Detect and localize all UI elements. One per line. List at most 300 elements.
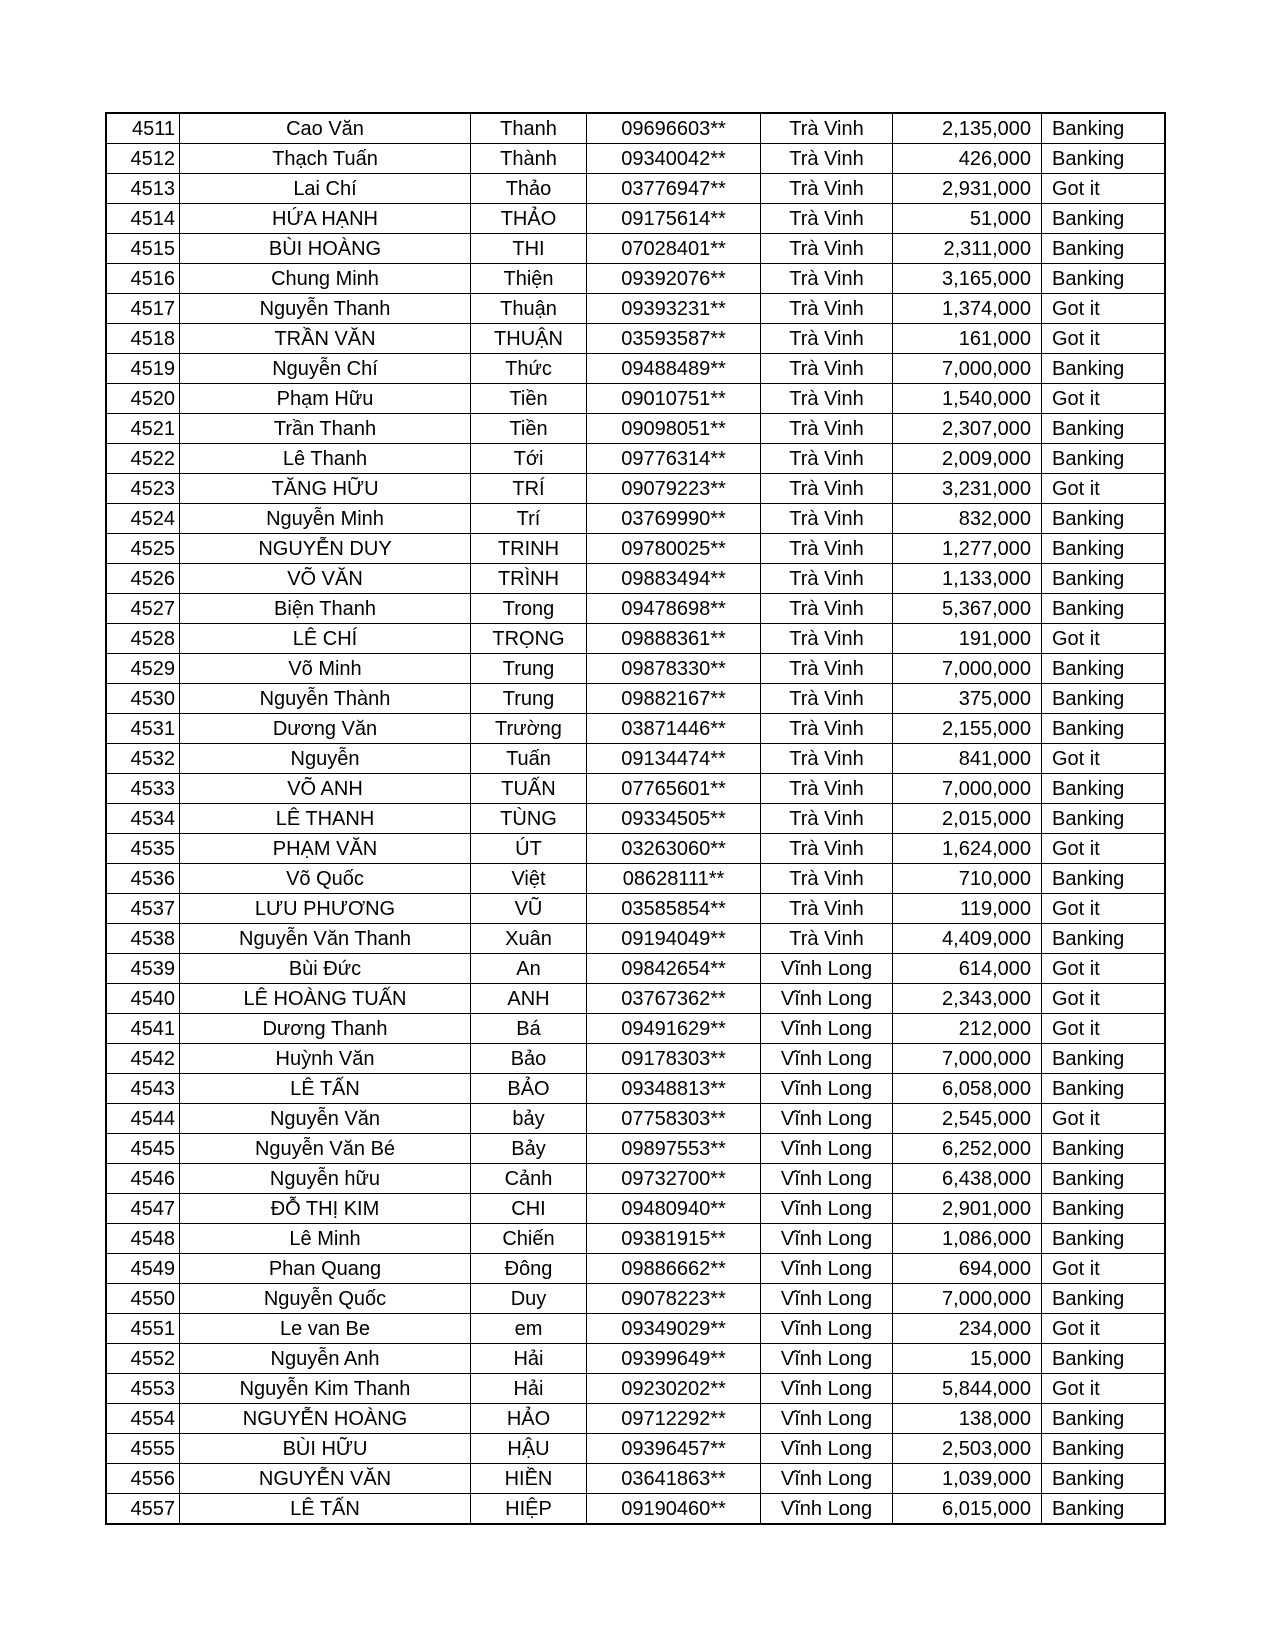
amount-cell: 832,000 xyxy=(893,504,1042,534)
phone-cell: 09878330** xyxy=(587,654,761,684)
row-number-cell: 4526 xyxy=(106,564,180,594)
surname-cell: Cao Văn xyxy=(180,113,471,144)
amount-cell: 4,409,000 xyxy=(893,924,1042,954)
amount-cell: 6,058,000 xyxy=(893,1074,1042,1104)
surname-cell: Nguyễn xyxy=(180,744,471,774)
row-number-cell: 4520 xyxy=(106,384,180,414)
surname-cell: Lai Chí xyxy=(180,174,471,204)
row-number-cell: 4535 xyxy=(106,834,180,864)
row-number-cell: 4537 xyxy=(106,894,180,924)
province-cell: Vĩnh Long xyxy=(761,1284,893,1314)
amount-cell: 5,367,000 xyxy=(893,594,1042,624)
amount-cell: 2,545,000 xyxy=(893,1104,1042,1134)
given-name-cell: Chiến xyxy=(471,1224,587,1254)
table-row xyxy=(106,1494,1165,1525)
surname-cell: Nguyễn Văn Thanh xyxy=(180,924,471,954)
amount-cell: 1,540,000 xyxy=(893,384,1042,414)
amount-cell: 2,009,000 xyxy=(893,444,1042,474)
table-row xyxy=(106,594,1165,624)
surname-cell: Lê Minh xyxy=(180,1224,471,1254)
surname-cell: Biện Thanh xyxy=(180,594,471,624)
amount-cell: 2,343,000 xyxy=(893,984,1042,1014)
table-row xyxy=(106,714,1165,744)
province-cell: Trà Vinh xyxy=(761,113,893,144)
province-cell: Vĩnh Long xyxy=(761,1434,893,1464)
surname-cell: VÕ VĂN xyxy=(180,564,471,594)
phone-cell: 09842654** xyxy=(587,954,761,984)
surname-cell: LÊ HOÀNG TUẤN xyxy=(180,984,471,1014)
phone-cell: 09488489** xyxy=(587,354,761,384)
province-cell: Trà Vinh xyxy=(761,564,893,594)
province-cell: Trà Vinh xyxy=(761,264,893,294)
amount-cell: 2,901,000 xyxy=(893,1194,1042,1224)
given-name-cell: TRÌNH xyxy=(471,564,587,594)
row-number-cell: 4551 xyxy=(106,1314,180,1344)
table-row xyxy=(106,834,1165,864)
phone-cell: 09190460** xyxy=(587,1494,761,1525)
surname-cell: Phan Quang xyxy=(180,1254,471,1284)
given-name-cell: HẬU xyxy=(471,1434,587,1464)
surname-cell: LƯU PHƯƠNG xyxy=(180,894,471,924)
amount-cell: 1,039,000 xyxy=(893,1464,1042,1494)
payment-method-cell: Got it xyxy=(1042,954,1166,984)
table-row xyxy=(106,384,1165,414)
given-name-cell: THI xyxy=(471,234,587,264)
payment-method-cell: Banking xyxy=(1042,414,1166,444)
province-cell: Trà Vinh xyxy=(761,714,893,744)
row-number-cell: 4543 xyxy=(106,1074,180,1104)
province-cell: Vĩnh Long xyxy=(761,1464,893,1494)
amount-cell: 161,000 xyxy=(893,324,1042,354)
phone-cell: 09478698** xyxy=(587,594,761,624)
surname-cell: LÊ THANH xyxy=(180,804,471,834)
row-number-cell: 4522 xyxy=(106,444,180,474)
row-number-cell: 4544 xyxy=(106,1104,180,1134)
table-row xyxy=(106,1194,1165,1224)
given-name-cell: Thuận xyxy=(471,294,587,324)
table-row xyxy=(106,204,1165,234)
province-cell: Trà Vinh xyxy=(761,384,893,414)
phone-cell: 07028401** xyxy=(587,234,761,264)
table-row xyxy=(106,1314,1165,1344)
surname-cell: TĂNG HỮU xyxy=(180,474,471,504)
phone-cell: 03641863** xyxy=(587,1464,761,1494)
payment-method-cell: Got it xyxy=(1042,324,1166,354)
province-cell: Trà Vinh xyxy=(761,504,893,534)
payment-method-cell: Got it xyxy=(1042,984,1166,1014)
amount-cell: 694,000 xyxy=(893,1254,1042,1284)
amount-cell: 2,311,000 xyxy=(893,234,1042,264)
phone-cell: 09480940** xyxy=(587,1194,761,1224)
payment-method-cell: Got it xyxy=(1042,1314,1166,1344)
row-number-cell: 4515 xyxy=(106,234,180,264)
table-row xyxy=(106,444,1165,474)
payment-method-cell: Banking xyxy=(1042,1344,1166,1374)
amount-cell: 1,277,000 xyxy=(893,534,1042,564)
table-row xyxy=(106,1074,1165,1104)
amount-cell: 2,931,000 xyxy=(893,174,1042,204)
row-number-cell: 4556 xyxy=(106,1464,180,1494)
surname-cell: ĐỖ THỊ KIM xyxy=(180,1194,471,1224)
amount-cell: 710,000 xyxy=(893,864,1042,894)
given-name-cell: VŨ xyxy=(471,894,587,924)
row-number-cell: 4517 xyxy=(106,294,180,324)
table-row xyxy=(106,804,1165,834)
table-row xyxy=(106,1224,1165,1254)
row-number-cell: 4521 xyxy=(106,414,180,444)
table-row xyxy=(106,1044,1165,1074)
amount-cell: 375,000 xyxy=(893,684,1042,714)
province-cell: Trà Vinh xyxy=(761,174,893,204)
row-number-cell: 4554 xyxy=(106,1404,180,1434)
given-name-cell: Tuấn xyxy=(471,744,587,774)
province-cell: Trà Vinh xyxy=(761,324,893,354)
given-name-cell: An xyxy=(471,954,587,984)
surname-cell: BÙI HOÀNG xyxy=(180,234,471,264)
given-name-cell: Bảo xyxy=(471,1044,587,1074)
amount-cell: 7,000,000 xyxy=(893,354,1042,384)
amount-cell: 2,135,000 xyxy=(893,113,1042,144)
given-name-cell: TRÍ xyxy=(471,474,587,504)
row-number-cell: 4550 xyxy=(106,1284,180,1314)
given-name-cell: TRINH xyxy=(471,534,587,564)
phone-cell: 09897553** xyxy=(587,1134,761,1164)
given-name-cell: Trung xyxy=(471,654,587,684)
province-cell: Trà Vinh xyxy=(761,684,893,714)
phone-cell: 03263060** xyxy=(587,834,761,864)
row-number-cell: 4532 xyxy=(106,744,180,774)
table-row xyxy=(106,113,1165,144)
amount-cell: 2,503,000 xyxy=(893,1434,1042,1464)
payment-method-cell: Banking xyxy=(1042,654,1166,684)
given-name-cell: HIỀN xyxy=(471,1464,587,1494)
phone-cell: 09780025** xyxy=(587,534,761,564)
surname-cell: NGUYỄN DUY xyxy=(180,534,471,564)
payment-method-cell: Banking xyxy=(1042,1194,1166,1224)
province-cell: Vĩnh Long xyxy=(761,1014,893,1044)
table-row xyxy=(106,894,1165,924)
row-number-cell: 4514 xyxy=(106,204,180,234)
table-row xyxy=(106,744,1165,774)
payment-method-cell: Banking xyxy=(1042,1134,1166,1164)
given-name-cell: Hải xyxy=(471,1374,587,1404)
table-row xyxy=(106,864,1165,894)
province-cell: Vĩnh Long xyxy=(761,1494,893,1525)
row-number-cell: 4531 xyxy=(106,714,180,744)
given-name-cell: Thiện xyxy=(471,264,587,294)
amount-cell: 2,015,000 xyxy=(893,804,1042,834)
surname-cell: Bùi Đức xyxy=(180,954,471,984)
surname-cell: Dương Thanh xyxy=(180,1014,471,1044)
phone-cell: 03871446** xyxy=(587,714,761,744)
province-cell: Trà Vinh xyxy=(761,924,893,954)
table-row xyxy=(106,1284,1165,1314)
province-cell: Trà Vinh xyxy=(761,234,893,264)
phone-cell: 09334505** xyxy=(587,804,761,834)
row-number-cell: 4519 xyxy=(106,354,180,384)
phone-cell: 09399649** xyxy=(587,1344,761,1374)
given-name-cell: HIỆP xyxy=(471,1494,587,1525)
province-cell: Trà Vinh xyxy=(761,294,893,324)
amount-cell: 7,000,000 xyxy=(893,1284,1042,1314)
row-number-cell: 4511 xyxy=(106,113,180,144)
row-number-cell: 4553 xyxy=(106,1374,180,1404)
amount-cell: 6,252,000 xyxy=(893,1134,1042,1164)
amount-cell: 1,086,000 xyxy=(893,1224,1042,1254)
payment-method-cell: Got it xyxy=(1042,624,1166,654)
province-cell: Trà Vinh xyxy=(761,204,893,234)
province-cell: Trà Vinh xyxy=(761,414,893,444)
surname-cell: Huỳnh Văn xyxy=(180,1044,471,1074)
row-number-cell: 4540 xyxy=(106,984,180,1014)
province-cell: Vĩnh Long xyxy=(761,1224,893,1254)
phone-cell: 09230202** xyxy=(587,1374,761,1404)
surname-cell: Nguyễn Quốc xyxy=(180,1284,471,1314)
given-name-cell: Việt xyxy=(471,864,587,894)
table-row xyxy=(106,624,1165,654)
given-name-cell: THUẬN xyxy=(471,324,587,354)
payment-method-cell: Banking xyxy=(1042,1164,1166,1194)
surname-cell: Thạch Tuấn xyxy=(180,144,471,174)
surname-cell: VÕ ANH xyxy=(180,774,471,804)
province-cell: Trà Vinh xyxy=(761,534,893,564)
phone-cell: 09098051** xyxy=(587,414,761,444)
given-name-cell: TÙNG xyxy=(471,804,587,834)
table-row xyxy=(106,1104,1165,1134)
row-number-cell: 4534 xyxy=(106,804,180,834)
province-cell: Vĩnh Long xyxy=(761,1404,893,1434)
payment-method-cell: Banking xyxy=(1042,354,1166,384)
payment-method-cell: Got it xyxy=(1042,174,1166,204)
table-row xyxy=(106,354,1165,384)
province-cell: Vĩnh Long xyxy=(761,1374,893,1404)
phone-cell: 09396457** xyxy=(587,1434,761,1464)
phone-cell: 09776314** xyxy=(587,444,761,474)
surname-cell: LÊ CHÍ xyxy=(180,624,471,654)
payment-method-cell: Got it xyxy=(1042,474,1166,504)
table-row xyxy=(106,474,1165,504)
payment-method-cell: Got it xyxy=(1042,744,1166,774)
row-number-cell: 4542 xyxy=(106,1044,180,1074)
payment-method-cell: Banking xyxy=(1042,444,1166,474)
province-cell: Trà Vinh xyxy=(761,354,893,384)
province-cell: Trà Vinh xyxy=(761,744,893,774)
phone-cell: 09134474** xyxy=(587,744,761,774)
table-row xyxy=(106,1344,1165,1374)
given-name-cell: Thức xyxy=(471,354,587,384)
phone-cell: 09078223** xyxy=(587,1284,761,1314)
surname-cell: TRẦN VĂN xyxy=(180,324,471,354)
amount-cell: 6,438,000 xyxy=(893,1164,1042,1194)
payment-method-cell: Banking xyxy=(1042,564,1166,594)
payment-method-cell: Got it xyxy=(1042,1014,1166,1044)
payment-method-cell: Banking xyxy=(1042,504,1166,534)
table-row xyxy=(106,234,1165,264)
table-row xyxy=(106,1404,1165,1434)
table-row xyxy=(106,654,1165,684)
payment-method-cell: Banking xyxy=(1042,1224,1166,1254)
payment-method-cell: Banking xyxy=(1042,1044,1166,1074)
table-row xyxy=(106,294,1165,324)
row-number-cell: 4525 xyxy=(106,534,180,564)
amount-cell: 7,000,000 xyxy=(893,1044,1042,1074)
given-name-cell: Bảy xyxy=(471,1134,587,1164)
given-name-cell: bảy xyxy=(471,1104,587,1134)
phone-cell: 03585854** xyxy=(587,894,761,924)
row-number-cell: 4528 xyxy=(106,624,180,654)
row-number-cell: 4538 xyxy=(106,924,180,954)
row-number-cell: 4529 xyxy=(106,654,180,684)
surname-cell: Nguyễn Minh xyxy=(180,504,471,534)
table-row xyxy=(106,534,1165,564)
table-row xyxy=(106,954,1165,984)
given-name-cell: Duy xyxy=(471,1284,587,1314)
row-number-cell: 4547 xyxy=(106,1194,180,1224)
province-cell: Trà Vinh xyxy=(761,144,893,174)
payment-method-cell: Banking xyxy=(1042,264,1166,294)
given-name-cell: Tiền xyxy=(471,384,587,414)
given-name-cell: HẢO xyxy=(471,1404,587,1434)
table-row xyxy=(106,324,1165,354)
given-name-cell: Xuân xyxy=(471,924,587,954)
payment-method-cell: Got it xyxy=(1042,1104,1166,1134)
amount-cell: 51,000 xyxy=(893,204,1042,234)
surname-cell: Nguyễn Văn xyxy=(180,1104,471,1134)
payment-method-cell: Banking xyxy=(1042,714,1166,744)
given-name-cell: Tới xyxy=(471,444,587,474)
surname-cell: Le van Be xyxy=(180,1314,471,1344)
phone-cell: 09491629** xyxy=(587,1014,761,1044)
row-number-cell: 4536 xyxy=(106,864,180,894)
payment-method-cell: Banking xyxy=(1042,864,1166,894)
amount-cell: 426,000 xyxy=(893,144,1042,174)
payment-method-cell: Got it xyxy=(1042,1254,1166,1284)
row-number-cell: 4539 xyxy=(106,954,180,984)
amount-cell: 614,000 xyxy=(893,954,1042,984)
row-number-cell: 4546 xyxy=(106,1164,180,1194)
table-row xyxy=(106,924,1165,954)
province-cell: Trà Vinh xyxy=(761,894,893,924)
given-name-cell: TUẤN xyxy=(471,774,587,804)
amount-cell: 212,000 xyxy=(893,1014,1042,1044)
given-name-cell: Trường xyxy=(471,714,587,744)
table-row xyxy=(106,1464,1165,1494)
province-cell: Trà Vinh xyxy=(761,804,893,834)
amount-cell: 2,155,000 xyxy=(893,714,1042,744)
given-name-cell: Đông xyxy=(471,1254,587,1284)
amount-cell: 191,000 xyxy=(893,624,1042,654)
table-row xyxy=(106,1134,1165,1164)
row-number-cell: 4518 xyxy=(106,324,180,354)
recipient-table xyxy=(105,112,1166,1525)
phone-cell: 09194049** xyxy=(587,924,761,954)
surname-cell: Lê Thanh xyxy=(180,444,471,474)
surname-cell: NGUYỄN VĂN xyxy=(180,1464,471,1494)
surname-cell: Võ Minh xyxy=(180,654,471,684)
row-number-cell: 4524 xyxy=(106,504,180,534)
row-number-cell: 4552 xyxy=(106,1344,180,1374)
province-cell: Trà Vinh xyxy=(761,864,893,894)
given-name-cell: Tiền xyxy=(471,414,587,444)
table-row xyxy=(106,144,1165,174)
row-number-cell: 4527 xyxy=(106,594,180,624)
phone-cell: 09888361** xyxy=(587,624,761,654)
province-cell: Vĩnh Long xyxy=(761,1164,893,1194)
province-cell: Trà Vinh xyxy=(761,834,893,864)
payment-method-cell: Banking xyxy=(1042,1404,1166,1434)
payment-method-cell: Banking xyxy=(1042,1074,1166,1104)
province-cell: Vĩnh Long xyxy=(761,1044,893,1074)
given-name-cell: Thành xyxy=(471,144,587,174)
amount-cell: 15,000 xyxy=(893,1344,1042,1374)
table-row xyxy=(106,774,1165,804)
payment-method-cell: Got it xyxy=(1042,894,1166,924)
phone-cell: 09079223** xyxy=(587,474,761,504)
given-name-cell: Thanh xyxy=(471,113,587,144)
surname-cell: NGUYỄN HOÀNG xyxy=(180,1404,471,1434)
surname-cell: Trần Thanh xyxy=(180,414,471,444)
table-row xyxy=(106,174,1165,204)
phone-cell: 09349029** xyxy=(587,1314,761,1344)
payment-method-cell: Banking xyxy=(1042,1434,1166,1464)
payment-method-cell: Got it xyxy=(1042,834,1166,864)
amount-cell: 7,000,000 xyxy=(893,774,1042,804)
payment-method-cell: Banking xyxy=(1042,113,1166,144)
phone-cell: 07758303** xyxy=(587,1104,761,1134)
given-name-cell: Thảo xyxy=(471,174,587,204)
amount-cell: 234,000 xyxy=(893,1314,1042,1344)
table-row xyxy=(106,1254,1165,1284)
surname-cell: Phạm Hữu xyxy=(180,384,471,414)
given-name-cell: Cảnh xyxy=(471,1164,587,1194)
payment-method-cell: Banking xyxy=(1042,1494,1166,1525)
table-row xyxy=(106,1374,1165,1404)
surname-cell: PHẠM VĂN xyxy=(180,834,471,864)
table-row xyxy=(106,684,1165,714)
province-cell: Trà Vinh xyxy=(761,654,893,684)
surname-cell: LÊ TẤN xyxy=(180,1074,471,1104)
province-cell: Vĩnh Long xyxy=(761,1314,893,1344)
row-number-cell: 4512 xyxy=(106,144,180,174)
row-number-cell: 4523 xyxy=(106,474,180,504)
surname-cell: Nguyễn hữu xyxy=(180,1164,471,1194)
row-number-cell: 4516 xyxy=(106,264,180,294)
given-name-cell: Trung xyxy=(471,684,587,714)
phone-cell: 03593587** xyxy=(587,324,761,354)
phone-cell: 09392076** xyxy=(587,264,761,294)
table-row xyxy=(106,564,1165,594)
phone-cell: 09348813** xyxy=(587,1074,761,1104)
table-row xyxy=(106,504,1165,534)
phone-cell: 07765601** xyxy=(587,774,761,804)
row-number-cell: 4530 xyxy=(106,684,180,714)
table-row xyxy=(106,984,1165,1014)
payment-method-cell: Got it xyxy=(1042,294,1166,324)
phone-cell: 03767362** xyxy=(587,984,761,1014)
row-number-cell: 4548 xyxy=(106,1224,180,1254)
table-row xyxy=(106,1434,1165,1464)
amount-cell: 3,165,000 xyxy=(893,264,1042,294)
province-cell: Vĩnh Long xyxy=(761,984,893,1014)
province-cell: Vĩnh Long xyxy=(761,1344,893,1374)
row-number-cell: 4545 xyxy=(106,1134,180,1164)
given-name-cell: Hải xyxy=(471,1344,587,1374)
amount-cell: 841,000 xyxy=(893,744,1042,774)
payment-method-cell: Banking xyxy=(1042,234,1166,264)
row-number-cell: 4533 xyxy=(106,774,180,804)
payment-method-cell: Got it xyxy=(1042,1374,1166,1404)
phone-cell: 09882167** xyxy=(587,684,761,714)
